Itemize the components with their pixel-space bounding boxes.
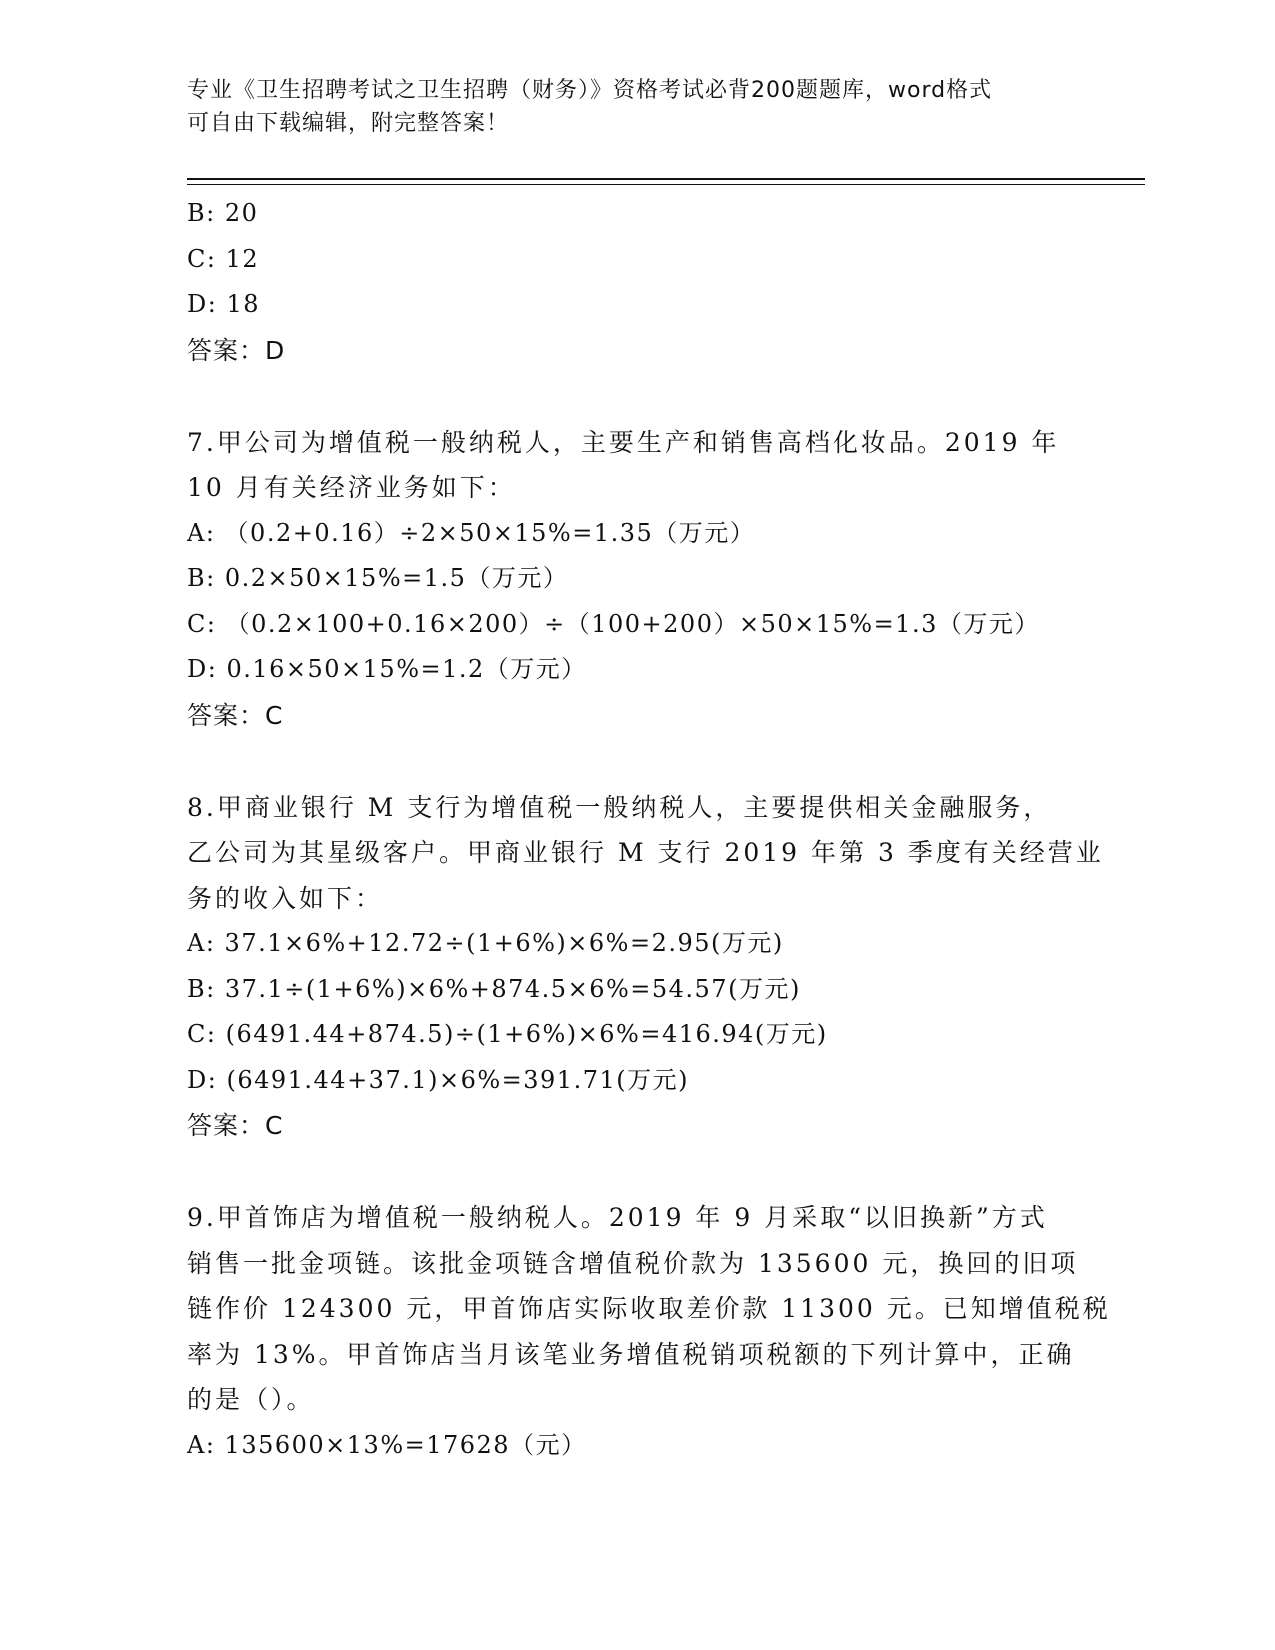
option-c: C: （0.2×100+0.16×200）÷（100+200）×50×15%=1.3（万元） [187, 609, 1040, 638]
question-stem-line: 8.甲商业银行 M 支行为增值税一般纳税人，主要提供相关金融服务， [187, 792, 1052, 822]
option-d: D: (6491.44+37.1)×6%=391.71(万元) [187, 1065, 689, 1094]
document-body [187, 191, 1111, 1468]
answer: 答案：C [187, 1111, 284, 1140]
question-stem-line: 销售一批金项链。该批金项链含增值税价款为 135600 元，换回的旧项 [187, 1248, 1079, 1278]
option-d: D: 0.16×50×15%=1.2（万元） [187, 655, 587, 683]
question-7 [187, 420, 1087, 739]
question-stem-line: 链作价 124300 元，甲首饰店实际收取差价款 11300 元。已知增值税税 [187, 1294, 1111, 1323]
option-c: C: (6491.44+874.5)÷(1+6%)×6%=416.94(万元) [187, 1020, 828, 1048]
question-stem-line: 7.甲公司为增值税一般纳税人，主要生产和销售高档化妆品。2019 年 [187, 427, 1060, 457]
question-stem-line: 9.甲首饰店为增值税一般纳税人。2019 年 9 月采取“以旧换新”方式 [187, 1203, 1048, 1232]
page-header [187, 74, 1067, 140]
answer: 答案：D [187, 335, 286, 365]
question-stem-line: 率为 13%。甲首饰店当月该笔业务增值税销项税额的下列计算中，正确 [187, 1339, 1075, 1369]
option-a: A: （0.2+0.16）÷2×50×15%=1.35（万元） [187, 518, 756, 547]
header-rule-thin [187, 184, 1145, 185]
header-line-2: 可自由下载编辑，附完整答案！ [187, 111, 510, 136]
option-c: C: 12 [187, 244, 260, 273]
option-a: A: 37.1×6%+12.72÷(1+6%)×6%=2.95(万元) [187, 929, 784, 957]
question-6-tail [187, 191, 1087, 374]
question-stem-line: 10 月有关经济业务如下： [187, 473, 516, 502]
option-b: B: 37.1÷(1+6%)×6%+874.5×6%=54.57(万元) [187, 974, 801, 1003]
option-a: A: 135600×13%=17628（元） [187, 1430, 587, 1459]
question-stem-line: 乙公司为其星级客户。甲商业银行 M 支行 2019 年第 3 季度有关经营业 [187, 838, 1104, 867]
question-stem-line: 的是（）。 [187, 1385, 315, 1414]
header-rule-thick [187, 178, 1145, 180]
option-b: B: 0.2×50×15%=1.5（万元） [187, 564, 569, 592]
option-b: B: 20 [187, 199, 259, 227]
question-9 [187, 1195, 1111, 1468]
answer: 答案：C [187, 700, 284, 730]
header-line-1: 专业《卫生招聘考试之卫生招聘（财务）》资格考试必背200题题库，word格式 [187, 78, 993, 103]
option-d: D: 18 [187, 290, 260, 318]
question-stem-line: 务的收入如下： [187, 883, 384, 913]
question-8 [187, 785, 1104, 1150]
